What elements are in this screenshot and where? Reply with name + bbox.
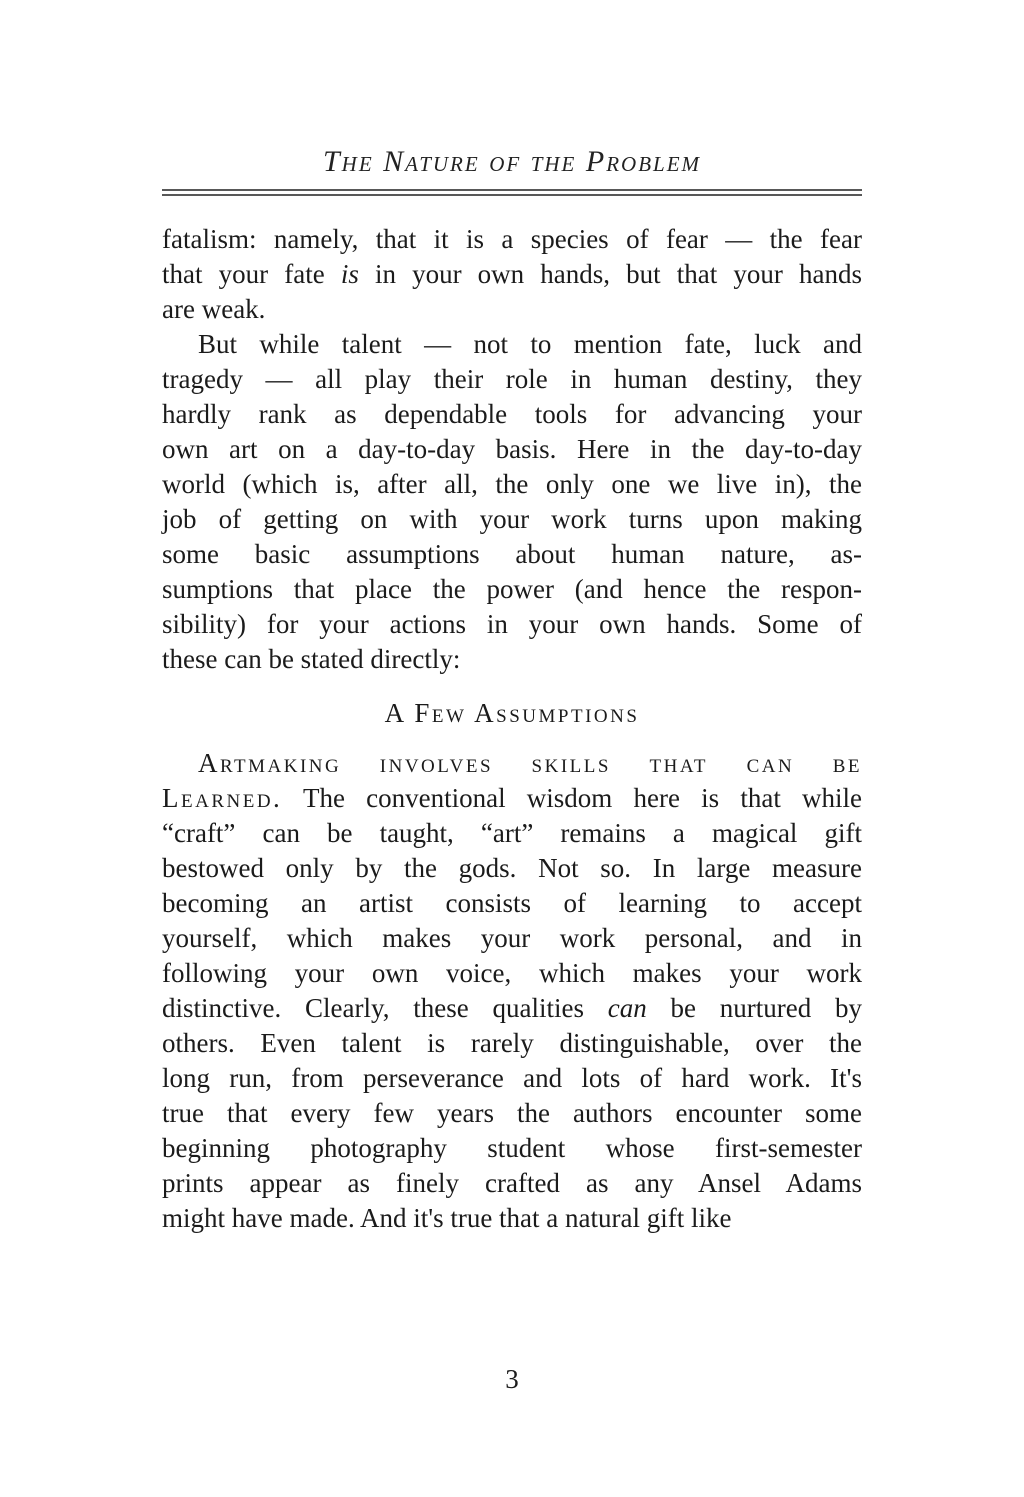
text-line [162,292,862,327]
text-segment: sumptions that place the power (and hence the respon- [162,574,862,604]
header-double-rule [162,189,862,196]
text-segment-smallcaps: Learned. [162,783,283,813]
text-line [162,1096,862,1131]
text-line [162,886,862,921]
text-line [162,572,862,607]
text-line [162,1061,862,1096]
text-segment: own art on a day-to-day basis. Here in the day-to-day [162,434,862,464]
text-segment: be nurtured by [646,993,862,1023]
text-segment: these can be stated directly: [162,644,461,674]
text-segment-italic: can [607,993,647,1023]
text-line [162,956,862,991]
text-segment: might have made. And it's true that a natural gift like [162,1203,732,1233]
text-segment: yourself, which makes your work personal, and in [162,923,862,953]
text-line [162,816,862,851]
text-line [162,467,862,502]
text-line [162,1166,862,1201]
text-line [162,991,862,1026]
text-line [162,746,862,781]
page-number: 3 [505,1364,519,1394]
text-line [162,1131,862,1166]
section-heading: A Few Assumptions [384,698,640,728]
text-line [162,607,862,642]
text-line [162,921,862,956]
text-line [162,397,862,432]
text-line [162,642,862,677]
text-segment: in your own hands, but that your hands [358,259,862,289]
body-text-top [162,222,862,677]
text-segment: beginning photography student whose first-semester [162,1133,862,1163]
text-segment: some basic assumptions about human nature, as- [162,539,862,569]
text-segment: prints appear as finely crafted as any Ansel Adams [162,1168,862,1198]
text-segment: job of getting on with your work turns upon making [162,504,862,534]
text-segment: others. Even talent is rarely distinguishable, over the [162,1028,862,1058]
text-line [162,257,862,292]
text-segment-smallcaps: Artmaking involves skills that can be [198,748,862,778]
text-segment: are weak. [162,294,266,324]
text-segment: The conventional wisdom here is that while [282,783,862,813]
paragraph-artmaking [162,746,862,1236]
text-segment: hardly rank as dependable tools for advancing your [162,399,862,429]
text-line [162,222,862,257]
running-head: The Nature of the Problem [322,145,702,178]
paragraph-but-while-talent [162,327,862,677]
text-segment: following your own voice, which makes your work [162,958,862,988]
text-segment: But while talent — not to mention fate, luck and [198,329,862,359]
body-text-bottom [162,746,862,1236]
text-line [162,781,862,816]
text-segment: bestowed only by the gods. Not so. In large measure [162,853,862,883]
text-segment: long run, from perseverance and lots of hard work. It's [162,1063,862,1093]
text-segment: becoming an artist consists of learning to accept [162,888,862,918]
text-line [162,1026,862,1061]
text-line [162,537,862,572]
text-segment: world (which is, after all, the only one we live in), the [162,469,862,499]
text-segment: true that every few years the authors encounter some [162,1098,862,1128]
text-block [162,146,862,1236]
text-segment: “craft” can be taught, “art” remains a magical gift [162,818,862,848]
text-segment: that your fate [162,259,341,289]
text-segment: fatalism: namely, that it is a species of fear — the fear [162,224,862,254]
text-line [162,362,862,397]
text-segment: tragedy — all play their role in human destiny, they [162,364,862,394]
text-segment: distinctive. Clearly, these qualities [162,993,608,1023]
text-line [162,432,862,467]
text-line [162,502,862,537]
text-line [162,327,862,362]
text-segment-italic: is [340,259,359,289]
text-line [162,1201,862,1236]
paragraph-fatalism [162,222,862,327]
text-segment: sibility) for your actions in your own hands. Some of [162,609,862,639]
text-line [162,851,862,886]
